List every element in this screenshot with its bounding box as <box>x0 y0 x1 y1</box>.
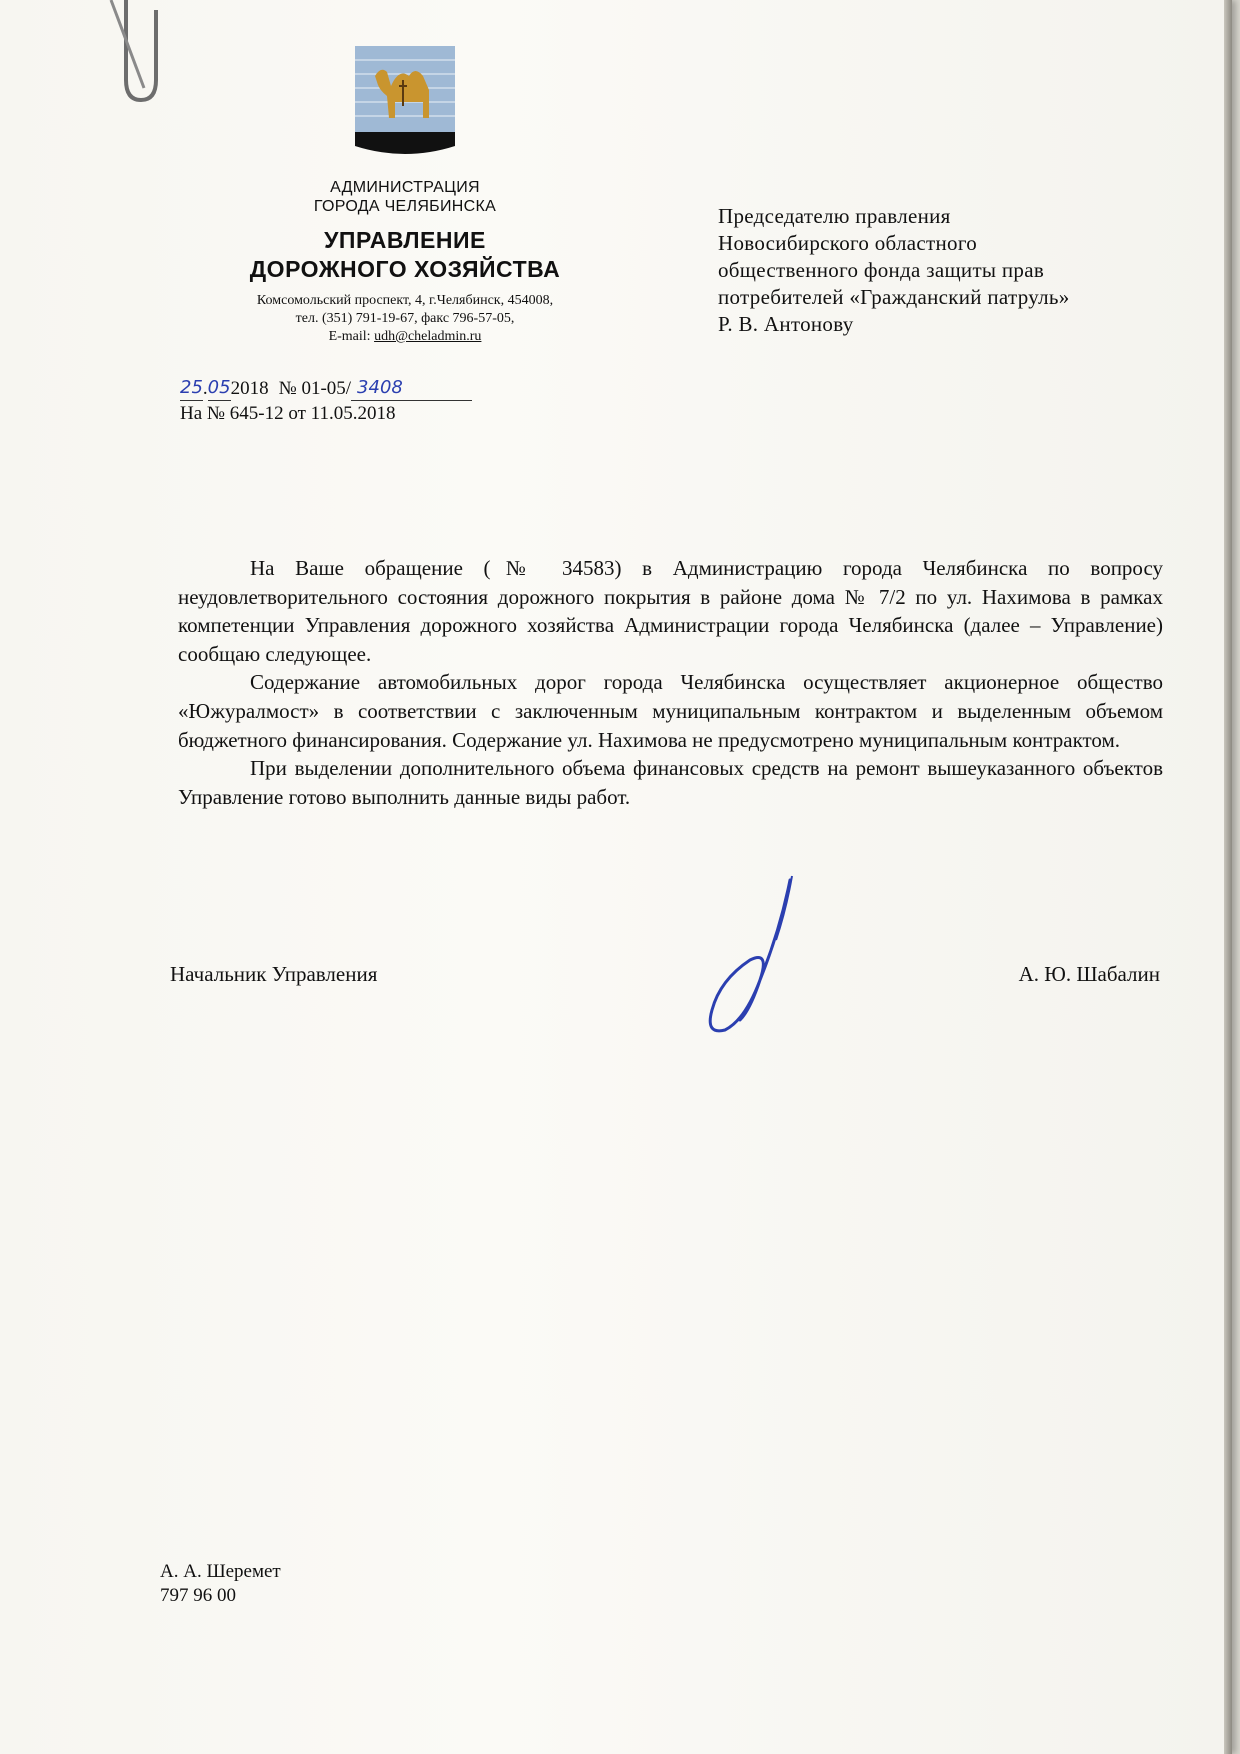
date-day-handwritten: 25 <box>180 375 203 401</box>
executor-name: А. А. Шеремет <box>160 1561 281 1582</box>
signature-row <box>170 962 1160 992</box>
registration-block <box>180 375 472 426</box>
administration-name <box>185 178 625 216</box>
page-edge-shadow <box>1224 0 1232 1754</box>
signatory-name: А. Ю. Шабалин <box>1018 962 1160 986</box>
dept-line-1: УПРАВЛЕНИЕ <box>324 227 486 253</box>
body-paragraph-2: Содержание автомобильных дорог города Челябинска осуществляет акционерное общество «Южуралмост» в соответствии с заключенным муниципальным контрактом и выделенным объемом бюджетного финансирования. Содержание ул. Нахимова не предусмотрено муниципальным контрактом. <box>178 670 1163 752</box>
addressee-line-2: Новосибирского областного <box>718 231 978 255</box>
admin-line-2: ГОРОДА ЧЕЛЯБИНСКА <box>313 198 497 215</box>
admin-line-1: АДМИНИСТРАЦИЯ <box>330 179 480 196</box>
addressee-line-1: Председателю правления <box>718 204 951 228</box>
outgoing-number-row <box>180 375 472 401</box>
body-paragraph-1: На Ваше обращение (№ 34583) в Администрацию города Челябинска по вопросу неудовлетворительного состояния дорожного покрытия в районе дома № 7/2 по ул. Нахимова в рамках компетенции Управления дорожного хозяйства Администрации города Челябинска (далее – Управление) сообщаю следующее. <box>178 556 1163 666</box>
address: Комсомольский проспект, 4, г.Челябинск, 454008, <box>256 293 554 308</box>
date-month-handwritten: 05 <box>208 375 231 401</box>
email-line <box>185 328 625 346</box>
addressee <box>718 203 1158 338</box>
number-handwritten: 3408 <box>351 375 472 401</box>
number-prefix: № 01-05/ <box>278 378 352 399</box>
body-paragraph-3: При выделении дополнительного объема финансовых средств на ремонт вышеуказанного объектов Управление готово выполнить данные виды работ. <box>178 756 1163 809</box>
chelyabinsk-coat-of-arms-icon <box>355 46 455 158</box>
dept-line-2: ДОРОЖНОГО ХОЗЯЙСТВА <box>249 256 561 282</box>
addressee-line-5: Р. В. Антонову <box>718 312 854 336</box>
email-link[interactable]: udh@cheladmin.ru <box>374 329 482 344</box>
executor-phone: 797 96 00 <box>160 1585 236 1606</box>
handwritten-signature-icon <box>700 870 810 1040</box>
department-name <box>185 226 625 284</box>
phones: тел. (351) 791-19-67, факс 796-57-05, <box>295 311 515 326</box>
reply-to-reference: На № 645-12 от 11.05.2018 <box>180 403 396 424</box>
addressee-line-4: потребителей «Гражданский патруль» <box>718 285 1070 309</box>
letterhead <box>185 178 625 346</box>
date-year: 2018 <box>230 378 269 399</box>
signatory-position: Начальник Управления <box>170 962 378 986</box>
contacts <box>185 292 625 346</box>
executor-block <box>160 1560 281 1608</box>
date-separator: . <box>202 378 208 399</box>
email-label: E-mail: <box>328 329 375 344</box>
addressee-line-3: общественного фонда защиты прав <box>718 258 1045 282</box>
letter-body <box>178 554 1163 811</box>
paperclip-icon <box>96 0 176 110</box>
